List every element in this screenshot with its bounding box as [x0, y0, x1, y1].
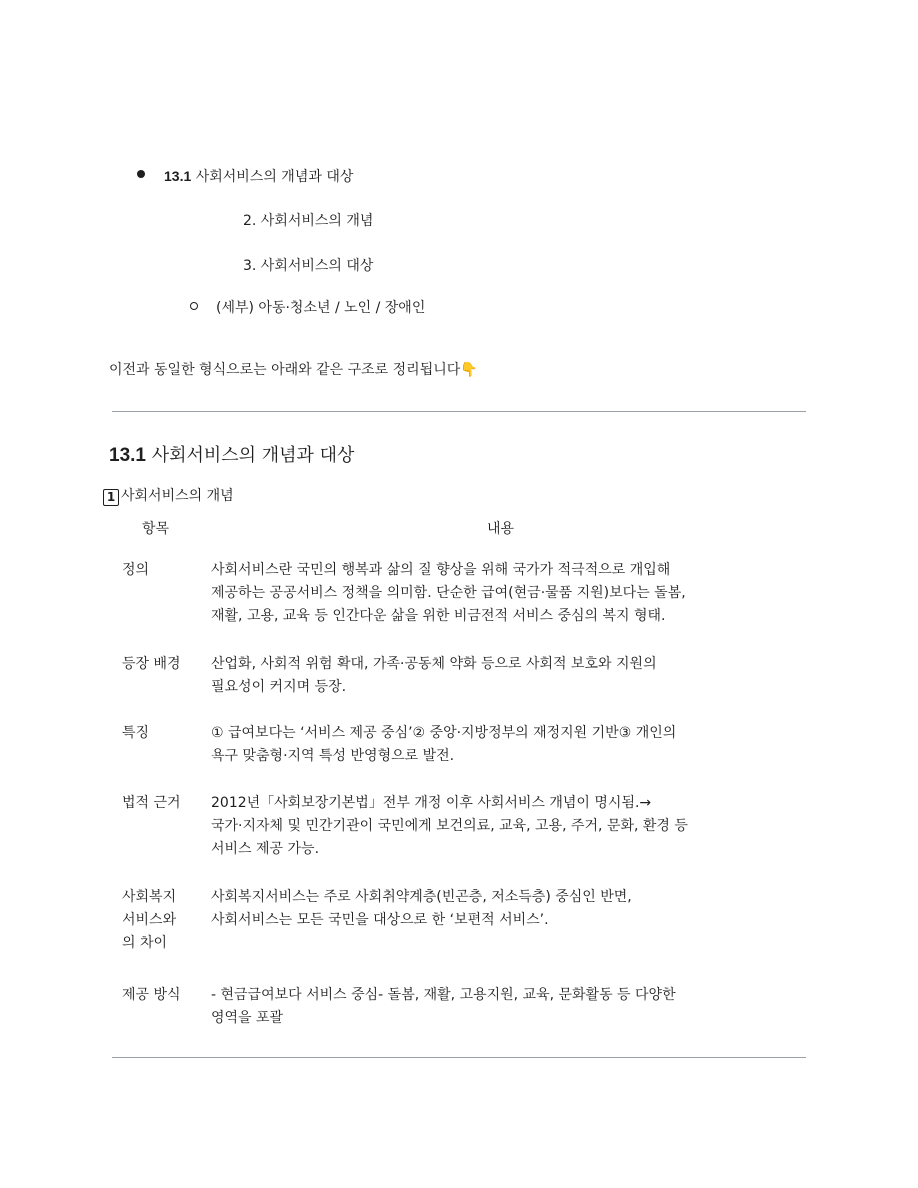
row-content-delivery — [211, 984, 801, 1030]
keycap-one-icon: 1 — [103, 489, 119, 506]
divider-top — [112, 411, 806, 412]
content-line: 사회서비스란 국민의 행복과 삶의 질 향상을 위해 국가가 적극적으로 개입해 — [211, 562, 671, 578]
intro-text: 이전과 동일한 형식으로는 아래와 같은 구조로 정리됩니다 — [109, 362, 461, 378]
row-content-features — [211, 722, 801, 768]
toc-item-1 — [164, 166, 353, 186]
row-label-difference: 사회복지 서비스와 의 차이 — [122, 889, 177, 951]
toc-sub-item-2: 2. 사회서비스의 개념 — [243, 213, 374, 229]
content-line: 욕구 맞춤형·지역 특성 반영형으로 발전. — [211, 748, 455, 764]
row-label-definition: 정의 — [122, 562, 150, 578]
intro-line — [109, 359, 478, 379]
pointing-down-icon: 👇 — [460, 362, 478, 378]
row-label-features: 특징 — [122, 725, 150, 741]
sub-heading-title: 사회서비스의 개념 — [121, 488, 234, 504]
toc-sub-item-3: 3. 사회서비스의 대상 — [243, 258, 374, 274]
table-header-item: 항목 — [142, 521, 170, 537]
content-line: 제공하는 공공서비스 정책을 의미함. 단순한 급여(현금·물품 지원)보다는 돌봄, — [211, 585, 686, 601]
row-content-legal-basis — [211, 792, 801, 861]
section-heading — [109, 441, 354, 467]
content-line: 사회서비스는 모든 국민을 대상으로 한 ‘보편적 서비스’. — [211, 912, 549, 928]
content-line: 국가·지자체 및 민간기관이 국민에게 보건의료, 교육, 고용, 주거, 문화, 환경 등 — [211, 818, 688, 834]
content-line: 영역을 포괄 — [211, 1010, 284, 1026]
toc-sub-detail: (세부) 아동·청소년 / 노인 / 장애인 — [216, 300, 426, 316]
content-line: 산업화, 사회적 위험 확대, 가족·공동체 약화 등으로 사회적 보호와 지원의 — [211, 656, 657, 672]
divider-bottom — [112, 1057, 806, 1058]
content-line: 2012년「사회보장기본법」전부 개정 이후 사회서비스 개념이 명시됨.→ — [211, 795, 652, 811]
row-label-delivery: 제공 방식 — [122, 987, 181, 1003]
row-content-background — [211, 653, 801, 699]
content-line: 필요성이 커지며 등장. — [211, 679, 347, 695]
content-line: - 현금급여보다 서비스 중심- 돌봄, 재활, 고용지원, 교육, 문화활동 등 다양한 — [211, 987, 676, 1003]
row-content-definition — [211, 559, 801, 628]
content-line: 재활, 고용, 교육 등 인간다운 삶을 위한 비금전적 서비스 중심의 복지 형태. — [211, 608, 666, 624]
sub-heading — [103, 485, 234, 506]
row-content-difference — [211, 886, 801, 932]
bullet-circle-icon — [190, 302, 198, 310]
section-heading-number: 13.1 — [109, 445, 146, 466]
section-heading-title: 사회서비스의 개념과 대상 — [145, 445, 355, 466]
toc-item-1-text: 사회서비스의 개념과 대상 — [191, 169, 354, 185]
content-line: ① 급여보다는 ‘서비스 제공 중심’② 중앙·지방정부의 재정지원 기반③ 개인의 — [211, 725, 677, 741]
content-line: 사회복지서비스는 주로 사회취약계층(빈곤층, 저소득층) 중심인 반면, — [211, 889, 632, 905]
table-header-content: 내용 — [487, 521, 515, 537]
row-label-background: 등장 배경 — [122, 656, 181, 672]
toc-item-1-number: 13.1 — [164, 168, 192, 184]
bullet-dot-icon — [137, 170, 145, 178]
row-label-legal-basis: 법적 근거 — [122, 795, 181, 811]
content-line: 서비스 제공 가능. — [211, 841, 320, 857]
